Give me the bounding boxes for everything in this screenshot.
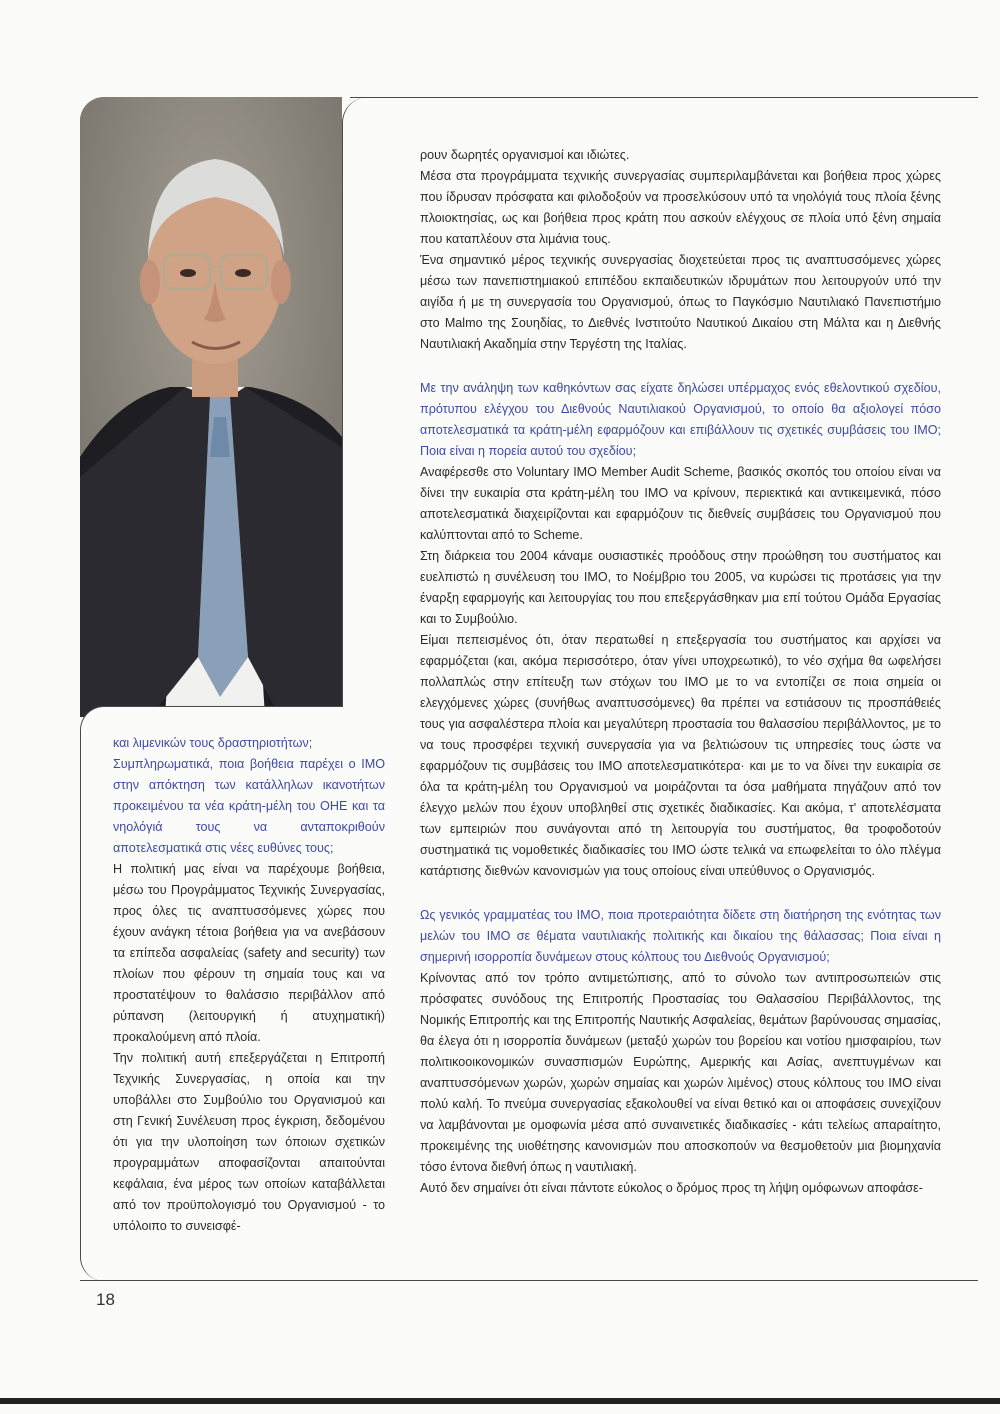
paragraph: Ένα σημαντικό μέρος τεχνικής συνεργασίας διοχετεύεται προς τις αναπτυσσόμενες χώρες μέσω των πανεπιστημιακού επιπέδου εκπαιδευτικών ιδρυμάτων που λειτουργούν υπό την αιγίδα ή με τη συνεργασία του Οργανισμού, όπως το Παγκόσμιο Ναυτιλιακό Πανεπιστήμιο στο Malmo της Σουηδίας, το Διεθνές Ινστιτούτο Ναυτικού Δικαίου στη Μάλτα και η Διεθνής Ναυτιλιακή Ακαδημία στην Τεργέστη της Ιταλίας. (420, 253, 941, 351)
question-technical-assistance: Συμπληρωματικά, ποια βοήθεια παρέχει ο ΙΜΟ στην απόκτηση των κατάλληλων ικανοτήτων προκειμένου τα νέα κράτη-μέλη του ΟΗΕ και τα νηολόγιά τους να ανταποκριθούν αποτελεσματικά στις νέες ευθύνες τους; (113, 757, 385, 855)
paragraph: ρουν δωρητές οργανισμοί και ιδιώτες. (420, 148, 630, 162)
paragraph: Κρίνοντας από τον τρόπο αντιμετώπισης, από το σύνολο των αντιπροσωπειών στις πρόσφατες συνόδους της Επιτροπής Προστασίας του Θαλασσίου Περιβάλλοντος, της Νομικής Επιτροπής και της Επιτροπής Ναυτικής Ασφαλείας, θεμάτων βαρύνουσας σημασίας, θα έλεγα ότι η ισορροπία δυνάμεων (μεταξύ χωρών του βορείου και νοτίου ημισφαιρίου, των πολιτικοοικονομικών συνασπισμών Ευρώπης, Αμερικής και Ασίας, ανεπτυγμένων και αναπτυσσόμενων χωρών, χωρών σημαίας και χωρών λιμένος) στους κόλπους του ΙΜΟ είναι πολύ καλή. Το πνεύμα συνεργασίας εξακολουθεί να είναι θετικό και οι αποφάσεις συνεχίζουν να λαμβάνονται με ομοφωνία μέσα από συναινετικές διαδικασίες - κάτι τελείως απαραίτητο, προκειμένης της υιοθέτησης κανονισμών που αποσκοπούν να θεσμοθετούν μια βιομηχανία τόσο έντονα διεθνή όπως η ναυτιλιακή. (420, 971, 941, 1174)
paragraph: Στη διάρκεια του 2004 κάναμε ουσιαστικές προόδους στην προώθηση του συστήματος και ευελπιστώ η συνέλευση του ΙΜΟ, το Νοέμβριο του 2005, να κυρώσει τις προτάσεις για την έναρξη εφαρμογής και λειτουργίας του που επεξεργάσθηκαν μια επί τούτου Ομάδα Εργασίας και το Συμβούλιο. (420, 549, 941, 626)
paragraph: Μέσα στα προγράμματα τεχνικής συνεργασίας συμπεριλαμβάνεται και βοήθεια προς χώρες που ίδρυσαν πρόσφατα και φιλοδοξούν να προσελκύσουν υπό τα νηολόγιά τους πλοία ξένης πλοιοκτησίας, ως και βοήθεια προς κράτη που ασκούν ελέγχους σε πλοία υπό ξένη σημαία που καταπλέουν στα λιμάνια τους. (420, 169, 941, 246)
question-continuation: και λιμενικών τους δραστηριοτήτων; (113, 736, 313, 750)
portrait-photo (80, 97, 342, 717)
answer-paragraph: Την πολιτική αυτή επεξεργάζεται η Επιτροπή Τεχνικής Συνεργασίας, η οποία και την υποβάλλει στο Συμβούλιο του Οργανισμού και στη Γενική Συνέλευση προς έγκριση, δεδομένου ότι για την υλοποίηση των όποιων σχετικών προγραμμάτων αποφασίζονται απαιτούνται κεφάλαια, ένα μέρος των οποίων καταβάλλεται από τον προϋπολογισμό του Οργανισμού - το υπόλοιπο το συνεισφέ- (113, 1051, 385, 1233)
frame-bottom-rule (80, 1280, 978, 1281)
question-audit-scheme: Με την ανάληψη των καθηκόντων σας είχατε δηλώσει υπέρμαχος ενός εθελοντικού σχεδίου, πρότυπου ελέγχου του Διεθνούς Ναυτιλιακού Οργανισμού, το οποίο θα αξιολογεί πόσο αποτελεσματικά τα κράτη-μέλη εφαρμόζουν και επιβάλλουν τις σχετικές συμβάσεις του ΙΜΟ; Ποια είναι η πορεία αυτού του σχεδίου; (420, 381, 941, 458)
portrait-illustration (80, 97, 342, 717)
page-number: 18 (96, 1290, 115, 1309)
right-column-text (420, 145, 941, 1199)
paragraph: Αυτό δεν σημαίνει ότι είναι πάντοτε εύκολος ο δρόμος προς τη λήψη ομόφωνων αποφάσε- (420, 1181, 923, 1195)
paragraph: Είμαι πεπεισμένος ότι, όταν περατωθεί η επεξεργασία του συστήματος και αρχίσει να εφαρμόζεται (και, ακόμα περισσότερο, όταν γίνει υποχρεωτικό), το νέο σχήμα θα ωφελήσει πολλαπλώς στην επίτευξη των στόχων του ΙΜΟ με το να εντοπίζει σε ποια σημεία οι ελεγχόμενες χώρες (συνήθως αναπτυσσόμενες) θα πρέπει να εστιάσουν τις προσπάθειές τους για ασφαλέστερα πλοία και μεγαλύτερη προστασία του θαλασσίου περιβάλλοντος, με το να τους προσφέρει τεχνική συνεργασία για να βελτιώσουν τις υπηρεσίες τους ώστε να εφαρμόζουν τις συμβάσεις του ΙΜΟ αποτελεσματικότερα· και με το να δίνει την ευκαιρία σε όλα τα κράτη-μέλη του Οργανισμού να μοιράζονται τα όσα μαθήματα πηγάζουν από τον έλεγχο μελών που έχουν υποβληθεί στις σχετικές διαδικασίες. Και ακόμα, τ' αποτελέσματα των εμπειριών που συνάγονται από τη λειτουργία του συστήματος, θα τροφοδοτούν συστηματικά τις νομοθετικές διαδικασίες του ΙΜΟ ώστε τελικά να επωφελείται το όλο πλέγμα κατάρτισης διεθνών κανονισμών για τους οποίους είναι υπεύθυνος ο Οργανισμός. (420, 633, 941, 878)
left-column-text (113, 733, 385, 1237)
scan-edge-bar (0, 1398, 1000, 1404)
paragraph: Αναφέρεσθε στο Voluntary IMO Member Audit Scheme, βασικός σκοπός του οποίου είναι να δίνει την ευκαιρία στα κράτη-μέλη του ΙΜΟ να κρίνουν, περιεκτικά και αντικειμενικά, πόσο αποτελεσματικά διαχειρίζονται και εφαρμόζουν τις διεθνείς συμβάσεις του Οργανισμού που καλύπτονται από το Scheme. (420, 465, 941, 542)
answer-paragraph: Η πολιτική μας είναι να παρέχουμε βοήθεια, μέσω του Προγράμματος Τεχνικής Συνεργασίας, προς όλες τις αναπτυσσόμενες χώρες που έχουν ανάγκη τέτοια βοήθεια για να ανεβάσουν τα επίπεδα ασφαλείας (safety and security) των πλοίων που φέρουν τη σημαία τους και να προστατέψουν το θαλάσσιο περιβάλλον από ρύπανση (λειτουργική ή ατυχηματική) προκαλούμενη από πλοία. (113, 862, 385, 1044)
question-unity-priority: Ως γενικός γραμματέας του ΙΜΟ, ποια προτεραιότητα δίδετε στη διατήρηση της ενότητας των μελών του ΙΜΟ σε θέματα ναυτιλιακής πολιτικής και δικαίου της θάλασσας; Ποια είναι η σημερινή ισορροπία δυνάμεων στους κόλπους του Διεθνούς Οργανισμού; (420, 908, 941, 964)
